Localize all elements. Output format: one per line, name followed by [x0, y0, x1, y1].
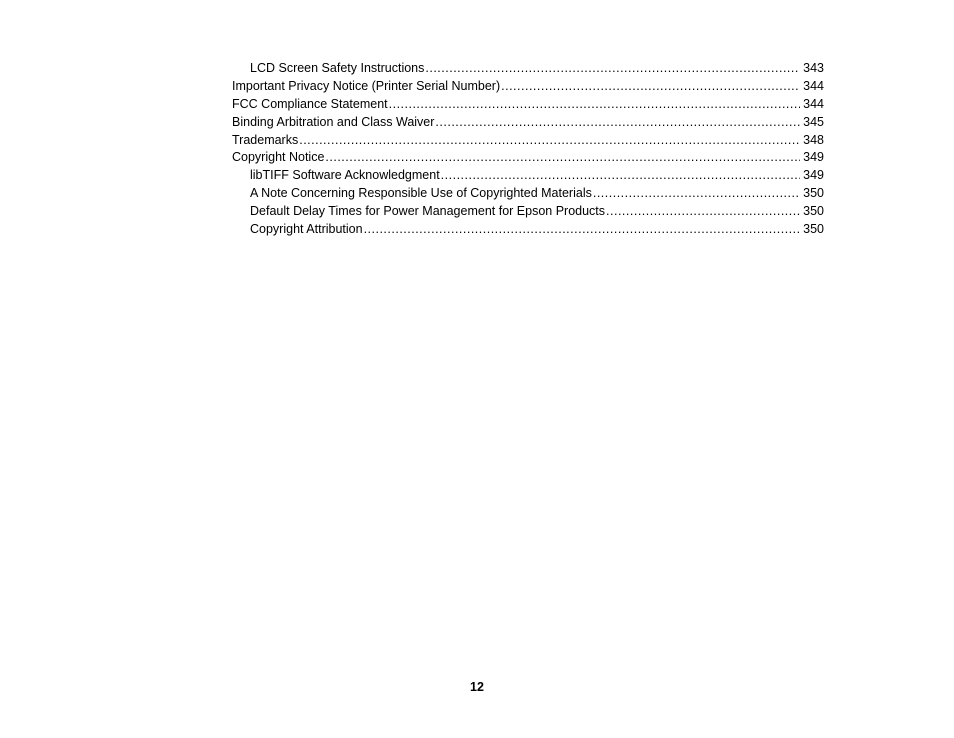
toc-entry[interactable]: [232, 185, 824, 203]
toc-entry-title: Copyright Notice: [232, 150, 325, 165]
toc-dot-leader: [364, 221, 801, 239]
toc-dot-leader: [435, 114, 800, 132]
toc-entry-page: 344: [803, 78, 824, 93]
toc-dot-leader: [299, 132, 800, 150]
toc-dot-leader: [501, 78, 800, 96]
toc-dot-leader: [606, 203, 800, 221]
toc-entry-page: 350: [803, 186, 824, 201]
toc-entry-title: Binding Arbitration and Class Waiver: [232, 114, 435, 129]
toc-entry-title: libTIFF Software Acknowledgment: [250, 168, 440, 183]
toc-entry[interactable]: [232, 149, 824, 167]
toc-entry[interactable]: [232, 167, 824, 185]
toc-entry[interactable]: [232, 114, 824, 132]
toc-entry-page: 350: [803, 222, 824, 237]
toc-entry-title: Important Privacy Notice (Printer Serial Number): [232, 78, 501, 93]
table-of-contents: [232, 60, 824, 239]
toc-entry-page: 348: [803, 132, 824, 147]
toc-entry[interactable]: [232, 221, 824, 239]
toc-entry[interactable]: [232, 60, 824, 78]
toc-dot-leader: [425, 60, 800, 78]
toc-entry[interactable]: [232, 132, 824, 150]
page-number: 12: [470, 680, 484, 694]
toc-dot-leader: [389, 96, 801, 114]
toc-dot-leader: [593, 185, 800, 203]
toc-entry-page: 345: [803, 114, 824, 129]
toc-entry-page: 344: [803, 96, 824, 111]
toc-entry-title: FCC Compliance Statement: [232, 96, 388, 111]
toc-entry-title: Default Delay Times for Power Management for Epson Products: [250, 204, 606, 219]
toc-dot-leader: [441, 167, 800, 185]
toc-entry-page: 349: [803, 168, 824, 183]
toc-entry[interactable]: [232, 96, 824, 114]
toc-entry-title: Copyright Attribution: [250, 222, 363, 237]
toc-entry-title: Trademarks: [232, 132, 299, 147]
toc-entry-title: A Note Concerning Responsible Use of Copyrighted Materials: [250, 186, 592, 201]
toc-entry-page: 349: [803, 150, 824, 165]
toc-entry[interactable]: [232, 78, 824, 96]
toc-dot-leader: [325, 149, 800, 167]
toc-entry-page: 343: [803, 61, 824, 75]
toc-entry[interactable]: [232, 203, 824, 221]
toc-entry-page: 350: [803, 204, 824, 219]
toc-entry-title: LCD Screen Safety Instructions: [250, 61, 425, 75]
